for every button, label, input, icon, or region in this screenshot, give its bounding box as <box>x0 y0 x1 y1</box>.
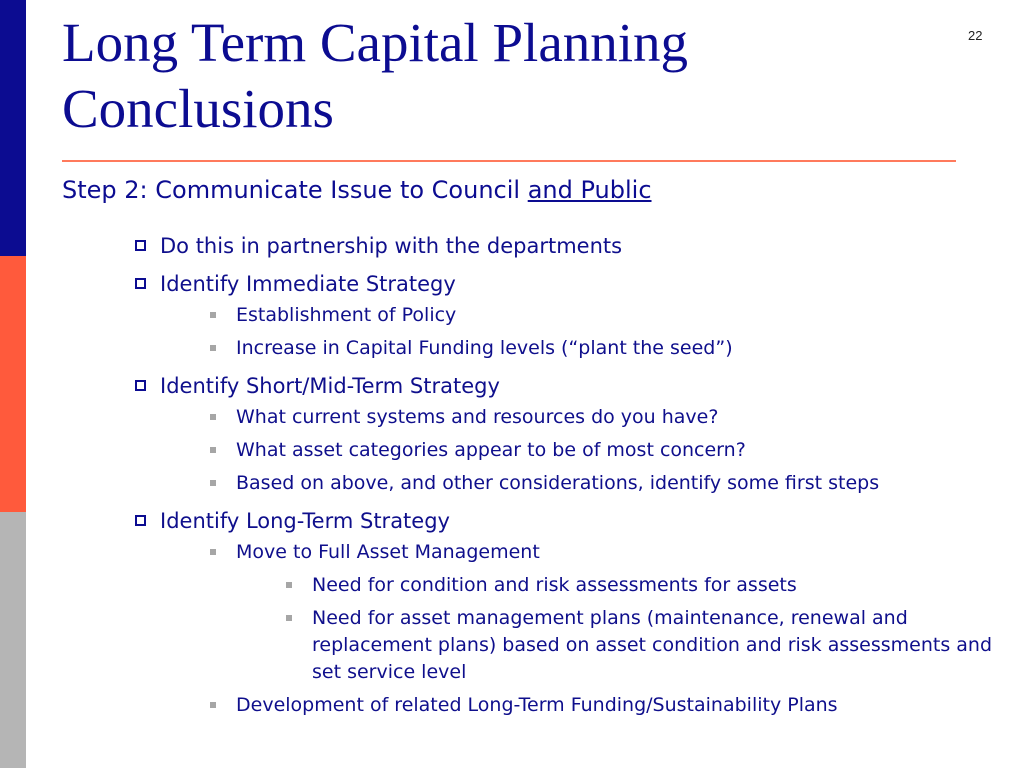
sub-sub-bullet-text: Need for condition and risk assessments for assets <box>312 574 797 596</box>
sub-bullet-list <box>160 302 1004 362</box>
bullet-text: Do this in partnership with the departments <box>160 234 623 258</box>
hollow-square-bullet-icon <box>135 515 146 526</box>
sub-sub-bullet-item <box>286 605 1004 686</box>
title-divider <box>62 160 956 162</box>
title-line-1: Long Term Capital Planning <box>62 12 689 73</box>
square-bullet-icon <box>210 549 216 555</box>
sub-bullet-list <box>160 539 1004 719</box>
square-bullet-icon <box>286 615 292 621</box>
square-bullet-icon <box>210 702 216 708</box>
slide-title <box>62 10 942 142</box>
subtitle-underlined: and Public <box>527 176 652 204</box>
slide-subtitle <box>62 174 652 206</box>
bullet-item <box>134 372 1004 497</box>
sidebar-band-orange <box>0 256 26 512</box>
hollow-square-bullet-icon <box>135 240 146 251</box>
title-line-2: Conclusions <box>62 78 334 139</box>
sub-sub-bullet-text: Need for asset management plans (maintenance, renewal and replacement plans) based on asset condition and risk assessments and set service level <box>312 607 993 683</box>
sub-bullet-item <box>210 692 1004 719</box>
sub-bullet-text: Increase in Capital Funding levels (“plant the seed”) <box>236 337 733 359</box>
hollow-square-bullet-icon <box>135 380 146 391</box>
sub-bullet-list <box>160 404 1004 497</box>
sub-bullet-item <box>210 437 1004 464</box>
subtitle-prefix: Step 2: Communicate Issue to Council <box>62 176 528 204</box>
sub-sub-bullet-item <box>286 572 1004 599</box>
square-bullet-icon <box>210 312 216 318</box>
square-bullet-icon <box>210 480 216 486</box>
sub-bullet-text: What current systems and resources do you have? <box>236 406 719 428</box>
sub-bullet-item <box>210 539 1004 686</box>
bullet-item <box>134 270 1004 362</box>
sub-bullet-item <box>210 404 1004 431</box>
sub-bullet-text: Establishment of Policy <box>236 304 457 326</box>
sub-bullet-item <box>210 302 1004 329</box>
bullet-item <box>134 507 1004 719</box>
square-bullet-icon <box>286 582 292 588</box>
sub-bullet-text: Move to Full Asset Management <box>236 541 540 563</box>
square-bullet-icon <box>210 345 216 351</box>
slide-number: 22 <box>968 28 983 43</box>
square-bullet-icon <box>210 414 216 420</box>
bullet-text: Identify Immediate Strategy <box>160 272 456 296</box>
sub-bullet-text: Development of related Long-Term Funding/Sustainability Plans <box>236 694 838 716</box>
sub-sub-bullet-list <box>236 572 1004 686</box>
slide-sidebar <box>0 0 26 768</box>
sub-bullet-item <box>210 470 1004 497</box>
square-bullet-icon <box>210 447 216 453</box>
sidebar-band-navy <box>0 0 26 256</box>
sub-bullet-text: Based on above, and other considerations, identify some first steps <box>236 472 880 494</box>
bullet-text: Identify Short/Mid-Term Strategy <box>160 374 500 398</box>
hollow-square-bullet-icon <box>135 278 146 289</box>
bullet-list <box>134 232 1004 729</box>
sub-bullet-item <box>210 335 1004 362</box>
bullet-item <box>134 232 1004 260</box>
sidebar-band-gray <box>0 512 26 768</box>
sub-bullet-text: What asset categories appear to be of most concern? <box>236 439 746 461</box>
bullet-text: Identify Long-Term Strategy <box>160 509 450 533</box>
